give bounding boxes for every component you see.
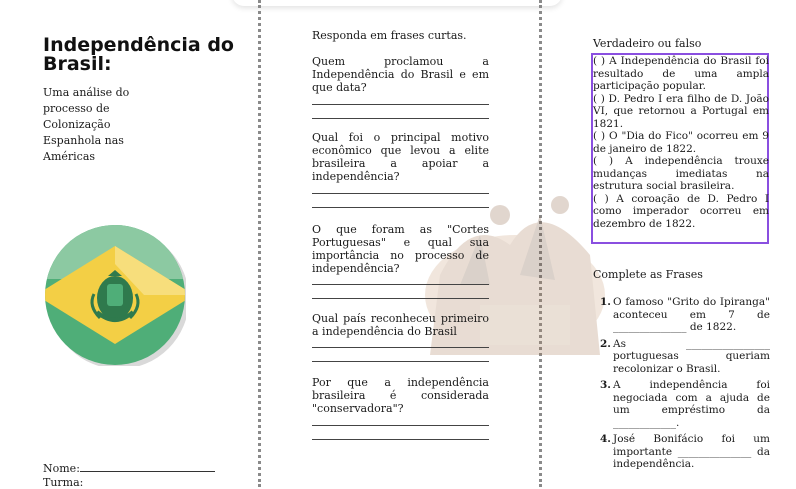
true-false-item: ( ) A coroação de D. Pedro I como imperador ocorreu em dezembro de 1822. (593, 192, 769, 230)
item-number: 1. (600, 296, 611, 308)
item-number: 2. (600, 337, 611, 350)
questions-heading: Responda em frases curtas. (312, 29, 467, 42)
name-field (43, 462, 215, 475)
true-false-item: ( ) D. Pedro I era filho de D. João VI, que retornou a Portugal em 1821. (593, 92, 769, 130)
answer-line (312, 361, 489, 362)
answer-line (312, 284, 489, 285)
item-number: 3. (600, 379, 611, 391)
item-text: José Bonifácio foi um importante ______________ da independência. (613, 433, 770, 470)
answer-line (312, 439, 489, 440)
true-false-item: ( ) A Independência do Brasil foi resultado de uma ampla participação popular. (593, 55, 769, 92)
document-title: Independência do Brasil: (43, 34, 234, 75)
item-text: O famoso "Grito do Ipiranga" aconteceu em 7 de ______________ de 1822. (613, 296, 770, 333)
true-false-item: ( ) O "Dia do Fico" ocorreu em 9 de janeiro de 1822. (593, 130, 769, 155)
true-false-item: ( ) A independência trouxe mudanças imediatas na estrutura social brasileira. (593, 155, 769, 192)
question-3: O que foram as "Cortes Portuguesas" e qual sua importância no processo de independência? (312, 223, 489, 275)
brazil-flag-emblem-icon (44, 224, 186, 366)
complete-sentences-list (600, 296, 770, 475)
answer-line (312, 347, 489, 348)
complete-sentence-item (600, 433, 770, 471)
class-label: Turma: (43, 476, 84, 489)
question-1: Quem proclamou a Independência do Brasil e em que data? (312, 55, 489, 94)
answer-line (312, 193, 489, 194)
complete-sentence-item (600, 379, 770, 429)
complete-sentence-item (600, 296, 770, 334)
complete-sentence-item (600, 338, 770, 376)
complete-sentences-heading: Complete as Frases (593, 268, 703, 281)
item-text: As ________________ portuguesas queriam recolonizar o Brasil. (613, 337, 770, 375)
answer-line (312, 118, 489, 119)
true-false-heading: Verdadeiro ou falso (593, 37, 702, 50)
answer-line (312, 298, 489, 299)
true-false-list (593, 55, 769, 230)
answer-line (312, 207, 489, 208)
question-2: Qual foi o principal motivo econômico que levou a elite brasileira a apoiar a independência? (312, 131, 489, 183)
question-5: Por que a independência brasileira é considerada "conservadora"? (312, 376, 489, 415)
document-subtitle: Uma análise do processo de Colonização Espanhola nas Américas (43, 86, 130, 163)
left-panel (0, 0, 260, 487)
name-blank-line (80, 463, 215, 472)
question-4: Qual país reconheceu primeiro a independência do Brasil (312, 312, 489, 338)
name-label: Nome: (43, 462, 80, 475)
answer-line (312, 425, 489, 426)
item-number: 4. (600, 433, 611, 445)
answer-line (312, 104, 489, 105)
item-text: A independência foi negociada com a ajuda de um empréstimo da ____________. (613, 379, 770, 429)
